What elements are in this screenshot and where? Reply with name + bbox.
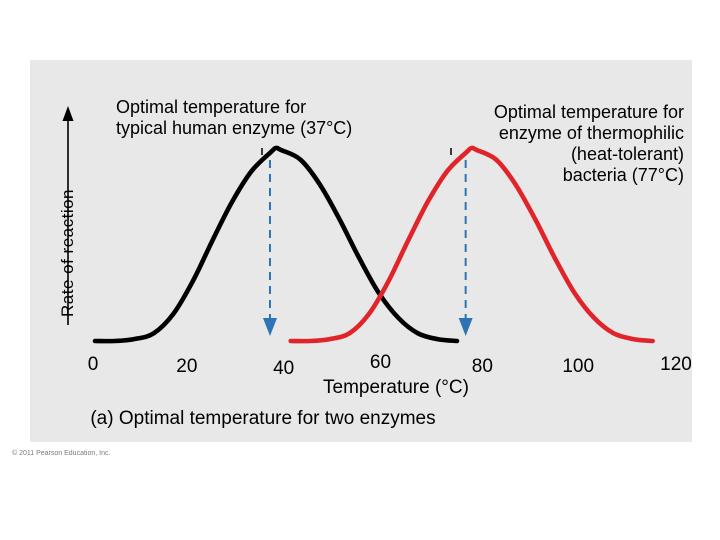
annotation-thermophile-line-2: enzyme of thermophilic bbox=[498, 123, 684, 143]
annotation-thermophile-line-1: Optimal temperature for bbox=[493, 102, 684, 122]
x-tick-label-60: 60 bbox=[369, 352, 392, 373]
x-tick-label-0: 0 bbox=[87, 354, 99, 375]
annotation-human-optimum bbox=[116, 97, 352, 139]
x-tick-label-100: 100 bbox=[562, 356, 595, 377]
annotation-human-line-2: typical human enzyme (37°C) bbox=[116, 118, 353, 138]
annotation-thermophile-line-4: bacteria (77°C) bbox=[562, 165, 684, 185]
annotation-thermophile-optimum bbox=[494, 102, 684, 186]
x-tick-label-120: 120 bbox=[660, 354, 692, 375]
x-tick-label-20: 20 bbox=[176, 356, 198, 377]
x-tick-label-80: 80 bbox=[471, 356, 493, 377]
annotation-human-line-1: Optimal temperature for bbox=[116, 97, 307, 117]
x-axis-label: Temperature (°C) bbox=[323, 377, 469, 398]
y-axis-label: Rate of reaction bbox=[58, 188, 77, 318]
annotation-thermophile-line-3: (heat-tolerant) bbox=[570, 144, 684, 164]
copyright-notice: © 2011 Pearson Education, Inc. bbox=[12, 450, 111, 457]
figure-caption: (a) Optimal temperature for two enzymes bbox=[90, 408, 436, 429]
x-tick-label-40: 40 bbox=[273, 358, 295, 379]
